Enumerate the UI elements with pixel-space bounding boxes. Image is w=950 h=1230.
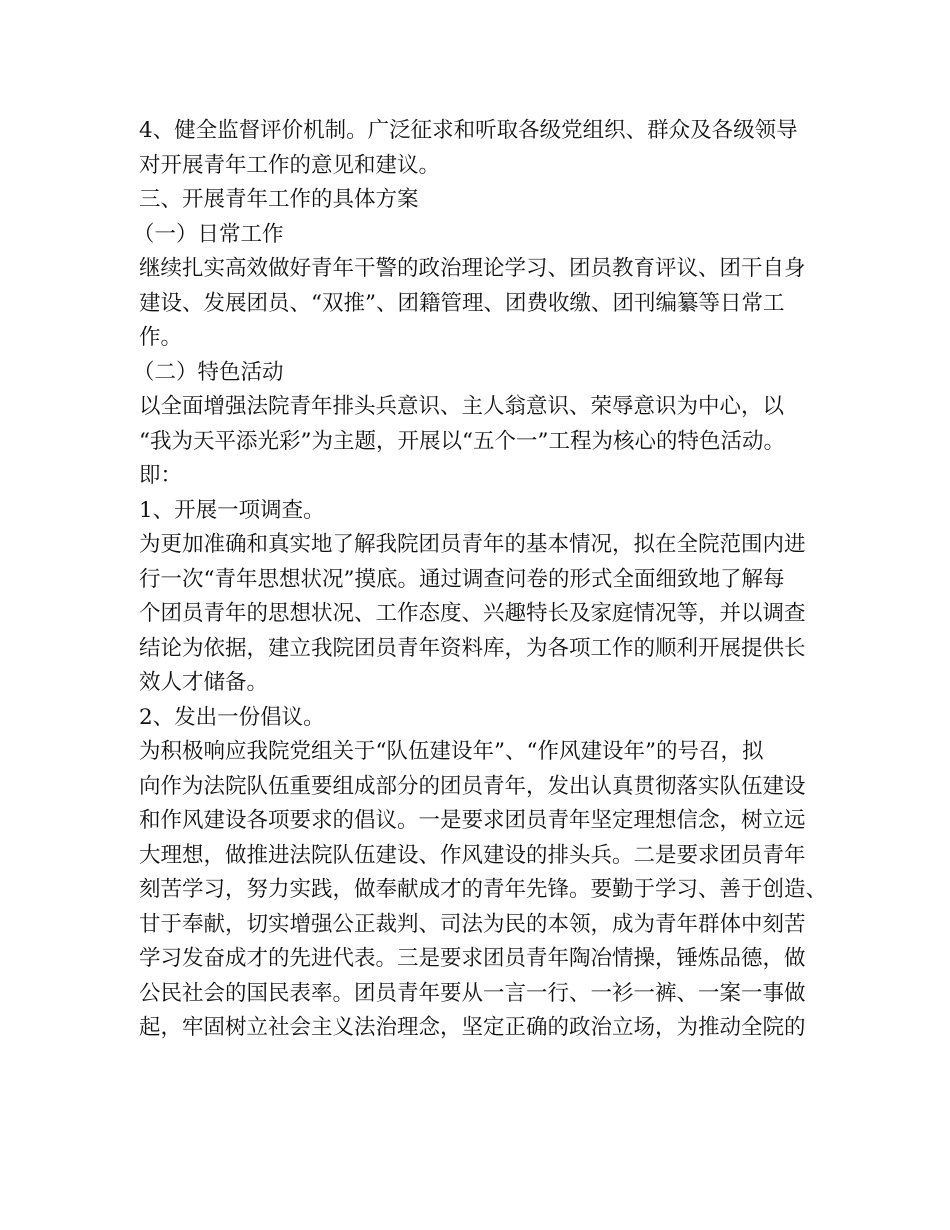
text-line: 个团员青年的思想状况、工作态度、兴趣特长及家庭情况等，并以调查	[139, 601, 806, 626]
text-line: 行一次“青年思想状况”摸底。通过调查问卷的形式全面细致地了解每	[139, 566, 785, 592]
text-line: 作。	[139, 325, 183, 350]
document-body	[133, 114, 828, 1046]
text-line: 公民社会的国民表率。团员青年要从一言一行、一衫一裤、一案一事做	[139, 980, 806, 1006]
text-line: 即：	[139, 463, 183, 488]
text-line: 甘于奉献，切实增强公正裁判、司法为民的本领，成为青年群体中刻苦	[139, 911, 806, 937]
item-heading: 2、发出一份倡议。	[139, 704, 325, 730]
text-line: “我为天平添光彩”为主题，开展以“五个一”工程为核心的特色活动。	[139, 428, 785, 454]
subsection-heading: （一）日常工作	[133, 221, 284, 247]
text-line: 继续扎实高效做好青年干警的政治理论学习、团员教育评议、团干自身	[139, 256, 806, 281]
text-line: 和作风建设各项要求的倡议。一是要求团员青年坚定理想信念，树立远	[139, 808, 806, 833]
text-line: 起，牢固树立社会主义法治理念，坚定正确的政治立场，为推动全院的	[139, 1015, 806, 1040]
text-line: 为积极响应我院党组关于“队伍建设年”、“作风建设年”的号召，拟	[139, 739, 764, 764]
text-line: 对开展青年工作的意见和建议。	[139, 152, 441, 178]
subsection-heading: （二）特色活动	[133, 359, 284, 385]
text-line: 效人才储备。	[139, 670, 269, 695]
section-heading: 三、开展青年工作的具体方案	[139, 187, 419, 212]
text-line: 以全面增强法院青年排头兵意识、主人翁意识、荣辱意识为中心，以	[139, 394, 785, 419]
text-line: 4、健全监督评价机制。广泛征求和听取各级党组织、群众及各级领导	[139, 118, 798, 143]
item-heading: 1、开展一项调查。	[139, 497, 325, 523]
text-line: 学习发奋成才的先进代表。三是要求团员青年陶冶情操，锤炼品德，做	[139, 946, 806, 971]
text-line: 刻苦学习，努力实践，做奉献成才的青年先锋。要勤于学习、善于创造、	[139, 877, 828, 902]
text-line: 向作为法院队伍重要组成部分的团员青年，发出认真贯彻落实队伍建设	[139, 773, 806, 799]
text-line: 建设、发展团员、“双推”、团籍管理、团费收缴、团刊编纂等日常工	[139, 290, 785, 316]
text-line: 为更加准确和真实地了解我院团员青年的基本情况，拟在全院范围内进	[139, 532, 806, 557]
text-line: 结论为依据，建立我院团员青年资料库，为各项工作的顺利开展提供长	[139, 635, 806, 661]
text-line: 大理想，做推进法院队伍建设、作风建设的排头兵。二是要求团员青年	[139, 842, 806, 868]
